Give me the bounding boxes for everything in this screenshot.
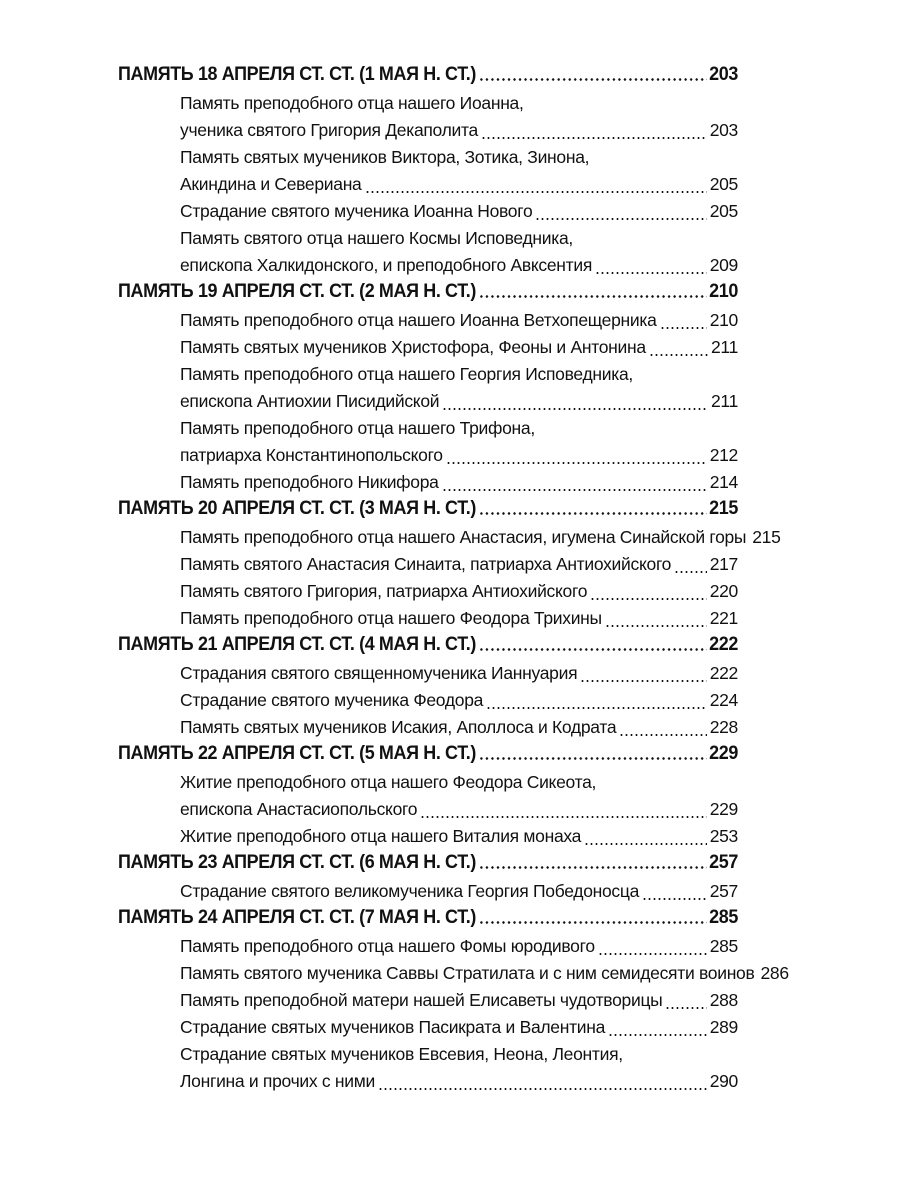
entry-title: Страдание святых мучеников Пасикрата и Валентина	[180, 1017, 606, 1037]
entry-title: Память преподобного Никифора	[180, 472, 439, 492]
entry-row	[180, 714, 738, 741]
entry-title: Страдание святого великомученика Георгия Победоносца	[180, 881, 640, 901]
dot-leader	[479, 78, 707, 81]
section-page-number: 229	[709, 742, 739, 764]
toc-entry[interactable]	[180, 307, 738, 334]
entry-list	[118, 307, 738, 496]
entry-page-number: 217	[709, 554, 738, 574]
toc-entry[interactable]	[180, 524, 781, 551]
entry-title: Память святого Анастасия Синаита, патриарха Антиохийского	[180, 554, 672, 574]
entry-title-line: Память святых мучеников Виктора, Зотика, Зинона,	[180, 147, 590, 167]
entry-row	[180, 796, 738, 823]
section-heading[interactable]	[118, 632, 738, 656]
entry-title: Память святого Григория, патриарха Антиохийского	[180, 581, 588, 601]
entry-title-line: Страдание святых мучеников Евсевия, Неона, Леонтия,	[180, 1044, 623, 1064]
entry-page-number: 288	[709, 990, 738, 1010]
entry-title: Память преподобного отца нашего Феодора Трихины	[180, 608, 602, 628]
dot-leader	[420, 816, 707, 818]
entry-page-number: 222	[709, 663, 738, 683]
toc-section	[118, 741, 738, 850]
toc-section	[118, 850, 738, 905]
entry-title: Память святых мучеников Христофора, Феоны и Антонина	[180, 337, 646, 357]
toc-entry[interactable]	[180, 987, 738, 1014]
entry-page-number: 290	[709, 1071, 738, 1091]
entry-page-number: 215	[752, 527, 781, 547]
section-heading[interactable]	[118, 741, 738, 765]
entry-title: Акиндина и Севериана	[180, 174, 362, 194]
dot-leader	[660, 327, 707, 329]
dot-leader	[649, 354, 708, 356]
dot-leader	[479, 295, 707, 298]
entry-title: Память святого мученика Саввы Стратилата и с ним семидесяти воинов	[180, 963, 755, 983]
entry-row	[180, 960, 789, 987]
entry-page-number: 205	[709, 201, 738, 221]
dot-leader	[605, 625, 707, 627]
entry-row	[180, 117, 738, 144]
entry-title-line: Память святого отца нашего Космы Исповедника,	[180, 228, 573, 248]
entry-list	[118, 524, 781, 632]
dot-leader	[535, 218, 706, 220]
dot-leader	[479, 512, 707, 515]
entry-row	[180, 660, 738, 687]
dot-leader	[486, 707, 707, 709]
entry-title: Память святых мучеников Исакия, Аполлоса и Кодрата	[180, 717, 617, 737]
dot-leader	[642, 898, 707, 900]
entry-page-number: 221	[709, 608, 738, 628]
entry-page-number: 289	[709, 1017, 738, 1037]
entry-row	[180, 252, 738, 279]
entry-title: Страдание святого мученика Иоанна Нового	[180, 201, 533, 221]
dot-leader	[442, 489, 707, 491]
entry-row	[180, 933, 738, 960]
toc-entry[interactable]	[180, 960, 789, 987]
dot-leader	[378, 1088, 707, 1090]
entry-page-number: 257	[709, 881, 738, 901]
entry-title: Память преподобного отца нашего Фомы юродивого	[180, 936, 595, 956]
entry-list	[118, 878, 738, 905]
section-page-number: 210	[709, 280, 739, 302]
section-heading[interactable]	[118, 850, 738, 874]
toc-entry[interactable]	[180, 334, 738, 361]
entry-list	[118, 90, 738, 279]
dot-leader	[479, 648, 707, 651]
toc-entry[interactable]	[180, 1041, 738, 1095]
dot-leader	[446, 462, 707, 464]
entry-page-number: 253	[709, 826, 738, 846]
section-page-number: 215	[709, 497, 739, 519]
entry-row	[180, 687, 738, 714]
entry-title: Память преподобной матери нашей Елисаветы чудотворицы	[180, 990, 663, 1010]
entry-row	[180, 171, 738, 198]
toc-section	[118, 279, 738, 496]
toc-entry[interactable]	[180, 1014, 738, 1041]
section-heading-title: ПАМЯТЬ 19 АПРЕЛЯ СТ. СТ. (2 МАЯ Н. СТ.)	[118, 280, 476, 302]
entry-title: патриарха Константинопольского	[180, 445, 443, 465]
section-page-number: 257	[709, 851, 739, 873]
toc-entry[interactable]	[180, 660, 738, 687]
entry-row	[180, 469, 738, 496]
section-page-number: 285	[709, 906, 739, 928]
entry-page-number: 285	[709, 936, 738, 956]
entry-page-number: 210	[709, 310, 738, 330]
toc-entry[interactable]	[180, 90, 738, 144]
entry-title: епископа Антиохии Писидийской	[180, 391, 440, 411]
entry-row	[180, 823, 738, 850]
section-heading-title: ПАМЯТЬ 20 АПРЕЛЯ СТ. СТ. (3 МАЯ Н. СТ.)	[118, 497, 476, 519]
toc-entry[interactable]	[180, 687, 738, 714]
entry-list	[118, 769, 738, 850]
entry-row	[180, 605, 738, 632]
dot-leader	[479, 921, 707, 924]
entry-page-number: 214	[709, 472, 738, 492]
entry-row	[180, 878, 738, 905]
toc-entry[interactable]	[180, 144, 738, 198]
toc-entry[interactable]	[180, 198, 738, 225]
entry-title: Память преподобного отца нашего Анастасия, игумена Синайской горы	[180, 527, 747, 547]
entry-page-number: 229	[709, 799, 738, 819]
section-heading-title: ПАМЯТЬ 24 АПРЕЛЯ СТ. СТ. (7 МАЯ Н. СТ.)	[118, 906, 476, 928]
entry-title: ученика святого Григория Декаполита	[180, 120, 478, 140]
entry-title: епископа Анастасиопольского	[180, 799, 418, 819]
entry-row	[180, 307, 738, 334]
entry-page-number: 209	[709, 255, 738, 275]
dot-leader	[365, 191, 707, 193]
dot-leader	[481, 137, 707, 139]
entry-page-number: 211	[711, 391, 738, 411]
dot-leader	[674, 571, 707, 573]
entry-page-number: 228	[709, 717, 738, 737]
toc-entry[interactable]	[180, 469, 738, 496]
toc-entry[interactable]	[180, 769, 738, 823]
entry-title-line: Память преподобного отца нашего Иоанна,	[180, 93, 524, 113]
entry-title: Лонгина и прочих с ними	[180, 1071, 375, 1091]
section-heading-title: ПАМЯТЬ 21 АПРЕЛЯ СТ. СТ. (4 МАЯ Н. СТ.)	[118, 633, 476, 655]
toc-entry[interactable]	[180, 714, 738, 741]
entry-row	[180, 524, 781, 551]
toc-entry[interactable]	[180, 878, 738, 905]
section-heading-title: ПАМЯТЬ 22 АПРЕЛЯ СТ. СТ. (5 МАЯ Н. СТ.)	[118, 742, 476, 764]
entry-page-number: 211	[711, 337, 738, 357]
entry-row	[180, 987, 738, 1014]
entry-title-line: Житие преподобного отца нашего Феодора Сикеота,	[180, 772, 597, 792]
dot-leader	[598, 953, 707, 955]
section-heading[interactable]	[118, 279, 738, 303]
toc-section	[118, 496, 781, 632]
toc-entry[interactable]	[180, 933, 738, 960]
dot-leader	[665, 1007, 706, 1009]
toc-section	[118, 905, 789, 1095]
entry-title: епископа Халкидонского, и преподобного Авксентия	[180, 255, 593, 275]
entry-title-line: Память преподобного отца нашего Трифона,	[180, 418, 535, 438]
dot-leader	[608, 1034, 707, 1036]
entry-list	[118, 660, 738, 741]
dot-leader	[580, 680, 706, 682]
entry-row	[180, 551, 738, 578]
dot-leader	[619, 734, 706, 736]
entry-row	[180, 1068, 738, 1095]
dot-leader	[442, 408, 708, 410]
entry-title: Страдания святого священномученика Ианнуария	[180, 663, 578, 683]
toc-entry[interactable]	[180, 578, 738, 605]
section-page-number: 222	[709, 633, 739, 655]
section-heading-title: ПАМЯТЬ 18 АПРЕЛЯ СТ. СТ. (1 МАЯ Н. СТ.)	[118, 63, 476, 85]
toc-entry[interactable]	[180, 225, 738, 279]
section-page-number: 203	[709, 63, 739, 85]
table-of-contents	[118, 62, 789, 1095]
entry-row	[180, 1014, 738, 1041]
section-heading[interactable]	[118, 496, 738, 520]
entry-page-number: 212	[709, 445, 738, 465]
toc-entry[interactable]	[180, 415, 738, 469]
section-heading[interactable]	[118, 62, 738, 86]
toc-entry[interactable]	[180, 551, 738, 578]
entry-page-number: 224	[709, 690, 738, 710]
dot-leader	[479, 757, 707, 760]
dot-leader	[590, 598, 707, 600]
entry-title-line: Память преподобного отца нашего Георгия Исповедника,	[180, 364, 633, 384]
entry-page-number: 286	[760, 963, 789, 983]
entry-row	[180, 388, 738, 415]
entry-page-number: 203	[709, 120, 738, 140]
dot-leader	[479, 866, 707, 869]
entry-title: Страдание святого мученика Феодора	[180, 690, 484, 710]
entry-row	[180, 442, 738, 469]
toc-entry[interactable]	[180, 361, 738, 415]
entry-list	[118, 933, 789, 1095]
dot-leader	[584, 843, 707, 845]
entry-row	[180, 578, 738, 605]
entry-title: Житие преподобного отца нашего Виталия монаха	[180, 826, 582, 846]
entry-page-number: 220	[709, 581, 738, 601]
entry-row	[180, 334, 738, 361]
section-heading-title: ПАМЯТЬ 23 АПРЕЛЯ СТ. СТ. (6 МАЯ Н. СТ.)	[118, 851, 476, 873]
toc-entry[interactable]	[180, 823, 738, 850]
entry-row	[180, 198, 738, 225]
toc-section	[118, 632, 738, 741]
entry-title: Память преподобного отца нашего Иоанна Ветхопещерника	[180, 310, 657, 330]
toc-section	[118, 62, 738, 279]
entry-page-number: 205	[709, 174, 738, 194]
dot-leader	[595, 272, 707, 274]
section-heading[interactable]	[118, 905, 738, 929]
toc-entry[interactable]	[180, 605, 738, 632]
